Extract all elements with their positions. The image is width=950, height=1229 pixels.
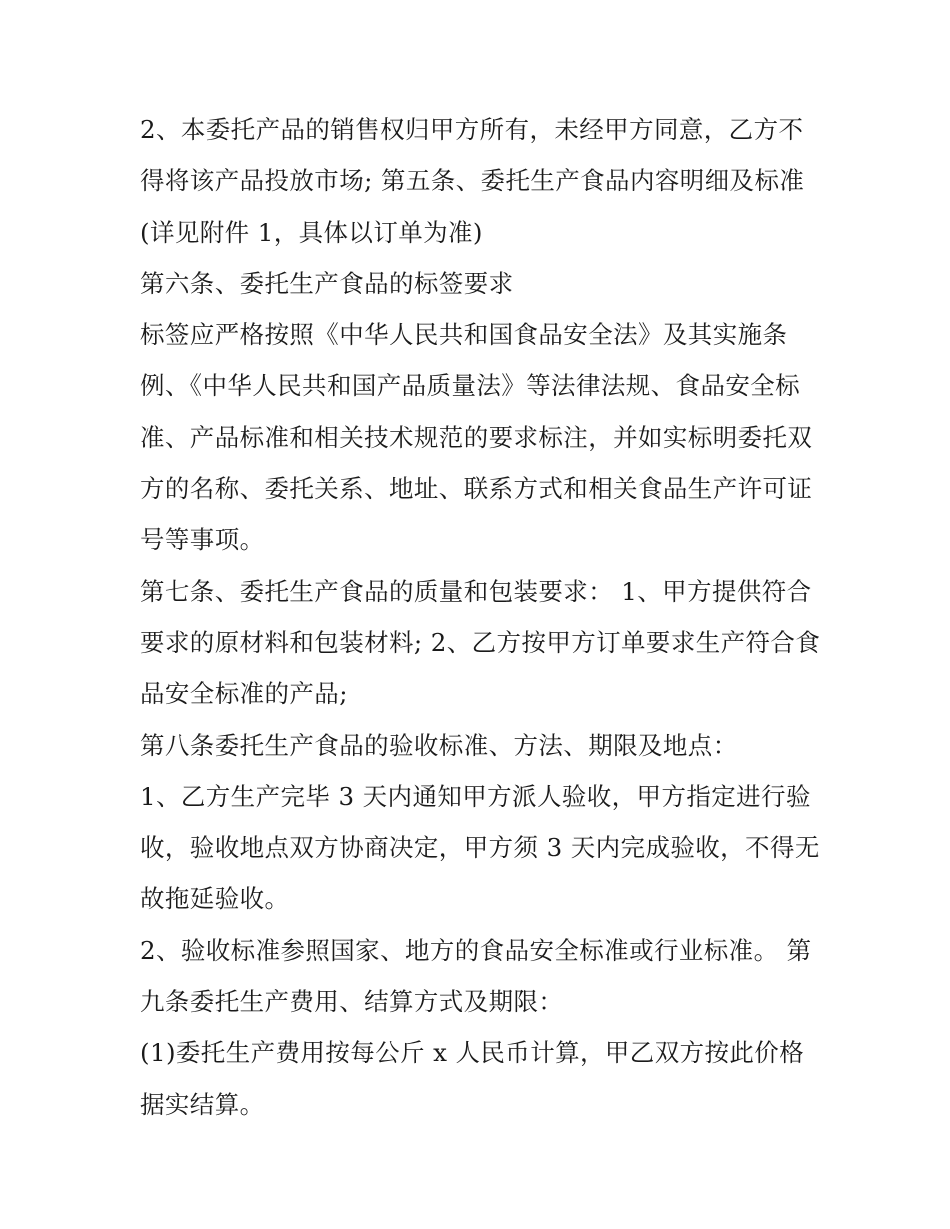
text-line: 要求的原材料和包装材料; 2、乙方按甲方订单要求生产符合食 <box>140 627 821 657</box>
text-line: 例、《中华人民共和国产品质量法》等法律法规、食品安全标 <box>140 371 801 401</box>
text-line: 2、验收标准参照国家、地方的食品安全标准或行业标准。 第 <box>140 935 812 965</box>
text-line: 2、本委托产品的销售权归甲方所有，未经甲方同意，乙方不 <box>140 115 804 144</box>
section-heading: 第六条、委托生产食品的标签要求 <box>140 268 514 298</box>
document-body <box>140 104 821 1130</box>
text-line: 第七条、委托生产食品的质量和包装要求： 1、甲方提供符合 <box>140 576 812 606</box>
text-line: 据实结算。 <box>140 1089 265 1119</box>
text-line: 标签应严格按照《中华人民共和国食品安全法》及其实施条 <box>140 320 788 350</box>
text-line: 得将该产品投放市场; 第五条、委托生产食品内容明细及标准 <box>140 166 805 196</box>
text-line: 方的名称、委托关系、地址、联系方式和相关食品生产许可证 <box>140 474 813 504</box>
text-line: (详见附件 1，具体以订单为准) <box>140 217 483 247</box>
text-line: 品安全标准的产品; <box>140 679 348 709</box>
text-line: 收，验收地点双方协商决定，甲方须 3 天内完成验收，不得无 <box>140 833 820 863</box>
text-line: 九条委托生产费用、结算方式及期限： <box>140 987 564 1017</box>
text-line: 准、产品标准和相关技术规范的要求标注，并如实标明委托双 <box>140 422 813 452</box>
text-line: 号等事项。 <box>140 525 265 555</box>
section-heading: 第八条委托生产食品的验收标准、方法、期限及地点： <box>140 730 738 760</box>
text-line: (1)委托生产费用按每公斤 x 人民币计算，甲乙双方按此价格 <box>140 1038 805 1068</box>
text-line: 故拖延验收。 <box>140 884 290 914</box>
text-line: 1、乙方生产完毕 3 天内通知甲方派人验收，甲方指定进行验 <box>140 781 811 811</box>
